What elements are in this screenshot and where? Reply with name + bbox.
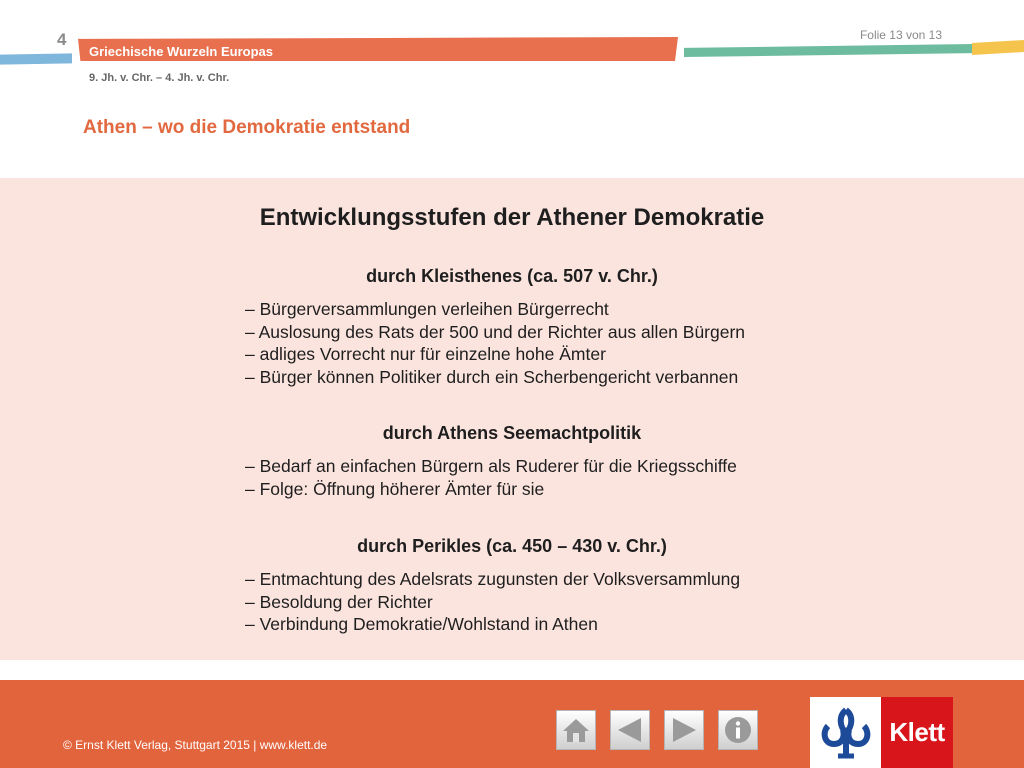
klett-logo-red [881,697,953,768]
list-item: – Auslosung des Rats der 500 und der Richter aus allen Bürgern [245,321,746,342]
previous-button[interactable] [610,710,650,750]
slide-heading: Athen – wo die Demokratie entstand [83,117,411,138]
slide-counter: Folie 13 von 13 [859,28,942,42]
chapter-number: 4 [57,30,67,49]
list-item: – Besoldung der Richter [245,591,433,612]
decorative-blue-strip [0,53,72,64]
list-item: – adliges Vorrecht nur für einzelne hohe Ämter [245,344,606,364]
home-button[interactable] [556,710,596,750]
list-item: – Bürger können Politiker durch ein Scherbengericht verbannen [245,366,739,387]
list-item: – Bürgerversammlungen verleihen Bürgerrecht [245,299,609,319]
list-item: – Bedarf an einfachen Bürgern als Ruderer für die Kriegsschiffe [245,456,737,476]
bullet-list [245,298,745,388]
content-panel [0,178,1024,660]
chapter-title: Griechische Wurzeln Europas [89,44,273,59]
footer [0,680,1024,768]
bullet-list [245,568,740,636]
section-heading: durch Perikles (ca. 450 – 430 v. Chr.) [357,536,667,556]
decorative-yellow-strip [972,40,1024,55]
section-heading: durch Kleisthenes (ca. 507 v. Chr.) [366,266,658,286]
list-item: – Verbindung Demokratie/Wohlstand in Athen [245,614,598,634]
previous-icon [615,716,645,744]
klett-logo-text: Klett [889,717,945,747]
info-button[interactable] [718,710,758,750]
klett-clover-icon [818,704,874,762]
next-button[interactable] [664,710,704,750]
period: 9. Jh. v. Chr. – 4. Jh. v. Chr. [89,72,230,84]
content-title: Entwicklungsstufen der Athener Demokratie [259,204,765,231]
klett-logo[interactable] [810,697,953,768]
section-heading: durch Athens Seemachtpolitik [382,423,642,443]
next-icon [669,716,699,744]
list-item: – Entmachtung des Adelsrats zugunsten der Volksversammlung [245,569,741,589]
klett-emblem [810,697,881,768]
copyright: © Ernst Klett Verlag, Stuttgart 2015 | www.klett.de [63,738,328,752]
decorative-green-strip [684,44,974,57]
home-icon [561,716,591,744]
bullet-list [245,455,737,500]
list-item: – Folge: Öffnung höherer Ämter für sie [245,478,545,499]
info-icon [723,715,753,745]
